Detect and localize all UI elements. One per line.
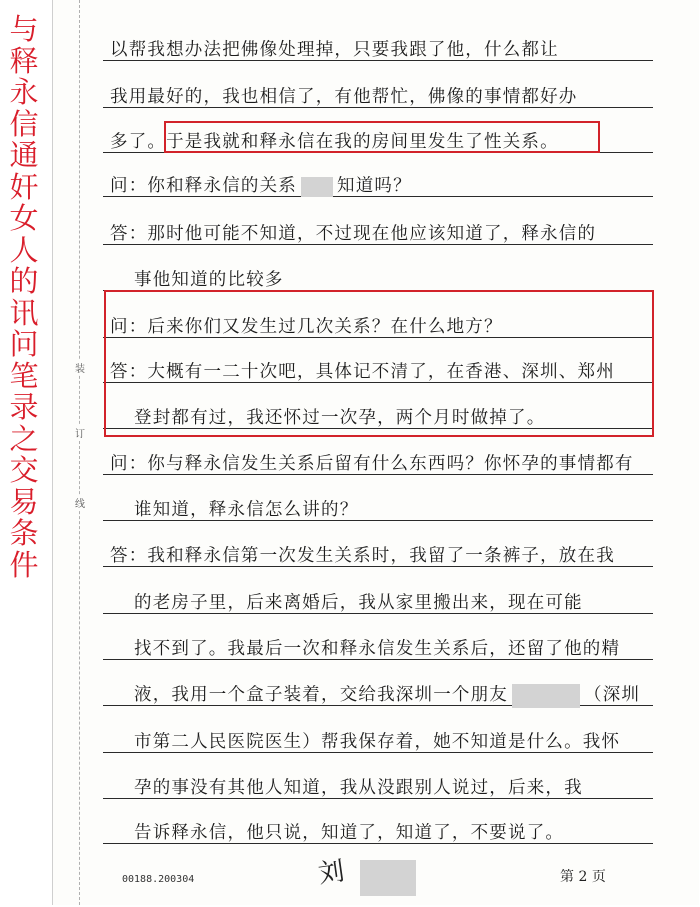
binding-mark-ding: 订 [73, 425, 87, 440]
answer-line: 答：那时他可能不知道，不过现在他应该知道了，释永信的 [110, 224, 597, 244]
side-caption-text [6, 14, 42, 581]
side-caption-char: 与 [9, 12, 39, 46]
question-line: 问：你与释永信发生关系后留有什么东西吗？你怀孕的事情都有 [110, 454, 634, 474]
side-caption-char: 笔 [9, 358, 39, 393]
record-line: 孕的事没有其他人知道，我从没跟别人说过，后来，我 [134, 778, 583, 798]
highlight-box-2 [104, 290, 654, 437]
signature-redaction [360, 860, 416, 896]
record-line: 的老房子里，后来离婚后，我从家里搬出来，现在可能 [134, 593, 583, 613]
side-caption-char: 人 [9, 232, 39, 267]
highlight-box-1 [164, 121, 600, 153]
binding-line [79, 0, 81, 905]
form-code: 00188.200304 [122, 874, 195, 885]
side-caption-char: 的 [9, 264, 39, 298]
record-text-tail: （深圳 [584, 685, 641, 705]
record-line: 找不到了。我最后一次和释永信发生关系后，还留了他的精 [134, 639, 621, 659]
question-line [110, 172, 670, 197]
side-caption-char: 录 [9, 390, 39, 424]
side-caption-char: 件 [9, 547, 39, 582]
binding-mark-xian: 线 [73, 495, 87, 510]
record-line: 登封都有过，我还怀过一次孕，两个月时做掉了。 [134, 408, 546, 428]
record-text: 液，我用一个盒子装着，交给我深圳一个朋友 [134, 685, 508, 705]
page-number-value: 2 [578, 869, 588, 885]
side-caption-char: 奸 [9, 169, 39, 204]
binding-mark-zhuang: 装 [73, 360, 87, 375]
side-caption-char: 之 [9, 421, 39, 456]
page-suffix: 页 [591, 869, 606, 885]
question-text: 问：你和释永信的关系 [110, 176, 297, 196]
record-line: 事他知道的比较多 [134, 270, 284, 290]
redaction-block [512, 684, 580, 708]
record-line: 告诉释永信，他只说，知道了，知道了，不要说了。 [134, 823, 565, 843]
side-caption-char: 释 [9, 43, 39, 78]
record-line [134, 681, 694, 708]
record-line: 市第二人民医院医生）帮我保存着，她不知道是什么。我怀 [134, 732, 621, 752]
side-caption-char: 问 [9, 327, 39, 361]
answer-line: 答：大概有一二十次吧，具体记不清了，在香港、深圳、郑州 [110, 362, 615, 382]
side-caption [0, 0, 50, 907]
answer-line: 答：我和释永信第一次发生关系时，我留了一条裤子，放在我 [110, 546, 615, 566]
record-line: 多了。于是我就和释永信在我的房间里发生了性关系。 [110, 132, 559, 152]
side-caption-char: 女 [9, 201, 39, 235]
side-caption-char: 条 [9, 516, 39, 550]
page-number [560, 866, 606, 886]
side-caption-char: 交 [9, 453, 39, 487]
record-line: 以帮我想办法把佛像处理掉，只要我跟了他，什么都让 [110, 40, 559, 60]
side-caption-char: 信 [9, 106, 39, 141]
redaction-block [301, 177, 333, 197]
side-caption-char: 通 [9, 138, 39, 172]
signature: 刘 [316, 856, 347, 890]
side-caption-char: 永 [9, 75, 39, 109]
page-prefix: 第 [560, 869, 574, 885]
record-line: 谁知道，释永信怎么讲的？ [134, 500, 359, 520]
question-line: 问：后来你们又发生过几次关系？在什么地方？ [110, 317, 503, 337]
side-caption-char: 讯 [9, 295, 39, 330]
record-line: 我用最好的，我也相信了，有他帮忙，佛像的事情都好办 [110, 87, 578, 107]
side-caption-char: 易 [9, 484, 39, 519]
question-text-tail: 知道吗？ [337, 176, 412, 196]
